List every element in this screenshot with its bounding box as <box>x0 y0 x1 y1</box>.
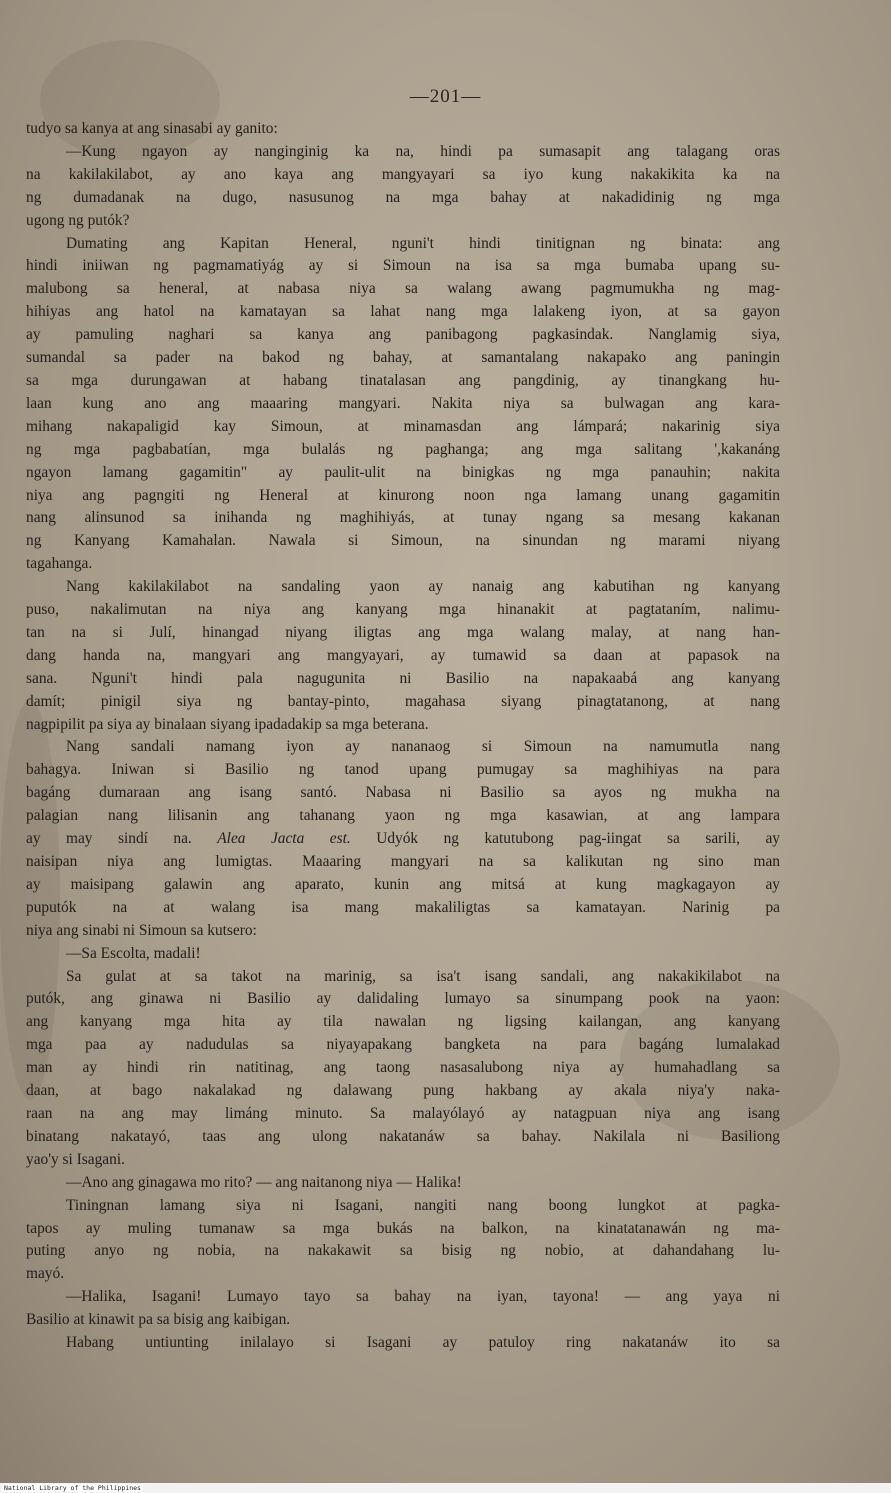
text-line: puputók na at walang isa mang makaliligtas sa kamatayan. Narinig pa <box>26 898 780 916</box>
text-line: ugong ng putók? <box>26 211 130 229</box>
text-line: bagáng dumaraan ang isang santó. Nabasa ni Basilio sa ayos ng mukha na <box>26 784 780 802</box>
text-line: ng Kanyang Kamahalan. Nawala si Simoun, na sinundan ng marami niyang <box>26 532 780 550</box>
text-line: nagpipilit pa siya ay binalaan siyang ipadadakip sa mga beterana. <box>26 715 429 733</box>
text-line: putók, ang ginawa ni Basilio ay dalidaling lumayo sa sinumpang pook na yaon: <box>26 990 780 1008</box>
text-line: ngayon lamang gagamitin" ay paulit-ulit na binigkas ng mga panauhin; nakita <box>26 463 780 481</box>
text-line: sumandal sa pader na bakod ng bahay, at samantalang nakapako ang paningin <box>26 349 780 367</box>
text-line: mihang nakapaligid kay Simoun, at minamasdan ang lámpará; nakarinig siya <box>26 417 780 435</box>
text-line: mayó. <box>26 1265 65 1283</box>
text-line: puting anyo ng nobia, na nakakawit sa bisig ng nobio, at dahandahang lu- <box>26 1242 780 1260</box>
text-line: damít; pinigil siya ng bantay-pinto, magahasa siyang pinagtatanong, at nang <box>26 692 780 710</box>
text-line: Habang untiunting inilalayo si Isagani ay patuloy ring nakatanáw ito sa <box>66 1334 780 1352</box>
text-line: hindi iniiwan ng pagmamatiyág ay si Simoun na isa sa mga bumaba upang su- <box>26 257 780 275</box>
text-line: hihiyas ang hatol na kamatayan sa lahat nang mga lalakeng iyon, at sa gayon <box>26 303 780 321</box>
text-line: ang kanyang mga hita ay tila nawalan ng ligsing kailangan, ang kanyang <box>26 1013 780 1031</box>
text-line: mga paa ay nadudulas sa niyayapakang bangketa na para bagáng lumalakad <box>26 1036 780 1054</box>
text-line: Nang kakilakilabot na sandaling yaon ay nanaig ang kabutihan ng kanyang <box>66 578 780 596</box>
text-line: tapos ay muling tumanaw sa mga bukás na balkon, na kinatatanawán ng ma- <box>26 1219 780 1237</box>
text-line: —Halika, Isagani! Lumayo tayo sa bahay na iyan, tayona! — ang yaya ni <box>66 1288 780 1306</box>
text-line: Tiningnan lamang siya ni Isagani, nangiti nang boong lungkot at pagka- <box>66 1196 780 1214</box>
text-line: raan na ang may limáng minuto. Sa malayólayó ay natagpuan niya ang isang <box>26 1104 780 1122</box>
text-line: sa mga durungawan at habang tinatalasan ang pangdinig, ay tinangkang hu- <box>26 371 780 389</box>
library-credit: National Library of the Philippines <box>4 1484 141 1492</box>
text-line: yao'y si Isagani. <box>26 1150 125 1168</box>
text-line: —Kung ngayon ay nanginginig ka na, hindi pa sumasapit ang talagang oras <box>66 142 780 160</box>
text-line: nang alinsunod sa inihanda ng maghihiyás, at tunay ngang sa mesang kakanan <box>26 509 780 527</box>
text-line: niya ang sinabi ni Simoun sa kutsero: <box>26 921 257 939</box>
text-line: Sa gulat at sa takot na marinig, sa isa't isang sandali, ang nakakikilabot na <box>66 967 780 985</box>
text-line: tudyo sa kanya at ang sinasabi ay ganito: <box>26 120 278 137</box>
text-line: naisipan niya ang lumigtas. Maaaring mangyari na sa kalikutan ng sino man <box>26 853 780 870</box>
page-number: —201— <box>409 86 482 107</box>
text-line: tagahanga. <box>26 555 93 573</box>
text-line: ay maisipang galawin ang aparato, kunin ang mitsá at kung magkagayon ay <box>26 875 780 893</box>
text-line: daan, at bago nakalakad ng dalawang pung hakbang ay akala niya'y naka- <box>26 1082 780 1100</box>
text-line: laan kung ano ang maaaring mangyari. Nakita niya sa bulwagan ang kara- <box>26 394 780 412</box>
text-line: ay may sindí na. Alea Jacta est. Udyók ng katutubong pag-iingat sa sarili, ay <box>26 830 780 848</box>
text-line: na kakilakilabot, ay ano kaya ang mangyayari sa iyo kung nakakikita ka na <box>26 165 780 183</box>
text-line: binatang nakatayó, taas ang ulong nakatanáw sa bahay. Nakilala ni Basiliong <box>26 1127 780 1145</box>
text-line: palagian nang lilisanin ang tahanang yaon ng mga kasawian, at ang lampara <box>26 807 780 825</box>
text-line: sana. Nguni't hindi pala nagugunita ni Basilio na napakaabá ang kanyang <box>26 669 780 687</box>
text-line: man ay hindi rin natitinag, ang taong nasasalubong niya ay humahadlang sa <box>26 1059 780 1077</box>
text-line: bahagya. Iniwan si Basilio ng tanod upang pumugay sa maghihiyas na para <box>26 761 780 779</box>
text-line: malubong sa heneral, at nabasa niya sa walang awang pagmumukha ng mag- <box>26 280 780 298</box>
text-line: ng dumadanak na dugo, nasusunog na mga bahay at nakadidinig ng mga <box>26 188 780 206</box>
body-text <box>26 118 780 1355</box>
text-line: —Ano ang ginagawa mo rito? — ang naitanong niya — Halika! <box>66 1173 462 1191</box>
text-line: ng mga pagbabatían, mga bulalás ng paghanga; ang mga salitang ',kakanáng <box>26 440 780 458</box>
text-line: —Sa Escolta, madali! <box>66 944 201 962</box>
text-line: ay pamuling naghari sa kanya ang panibagong pagkasindak. Nanglamig siya, <box>26 326 780 344</box>
text-line: Basilio at kinawit pa sa bisig ang kaibigan. <box>26 1311 291 1329</box>
text-line: Dumating ang Kapitan Heneral, nguni't hindi tinitignan ng binata: ang <box>66 234 780 252</box>
text-line: tan na si Julí, hinangad niyang iligtas ang mga walang malay, at nang han- <box>26 623 780 641</box>
text-line: niya ang pagngiti ng Heneral at kinurong noon nga lamang unang gagamitin <box>26 486 780 504</box>
text-line: puso, nakalimutan na niya ang kanyang mga hinanakit at pagtataním, nalimu- <box>26 601 780 619</box>
text-line: dang handa na, mangyari ang mangyayari, ay tumawid sa daan at papasok na <box>26 646 780 664</box>
text-line: Nang sandali namang iyon ay nananaog si Simoun na namumutla nang <box>66 738 780 756</box>
